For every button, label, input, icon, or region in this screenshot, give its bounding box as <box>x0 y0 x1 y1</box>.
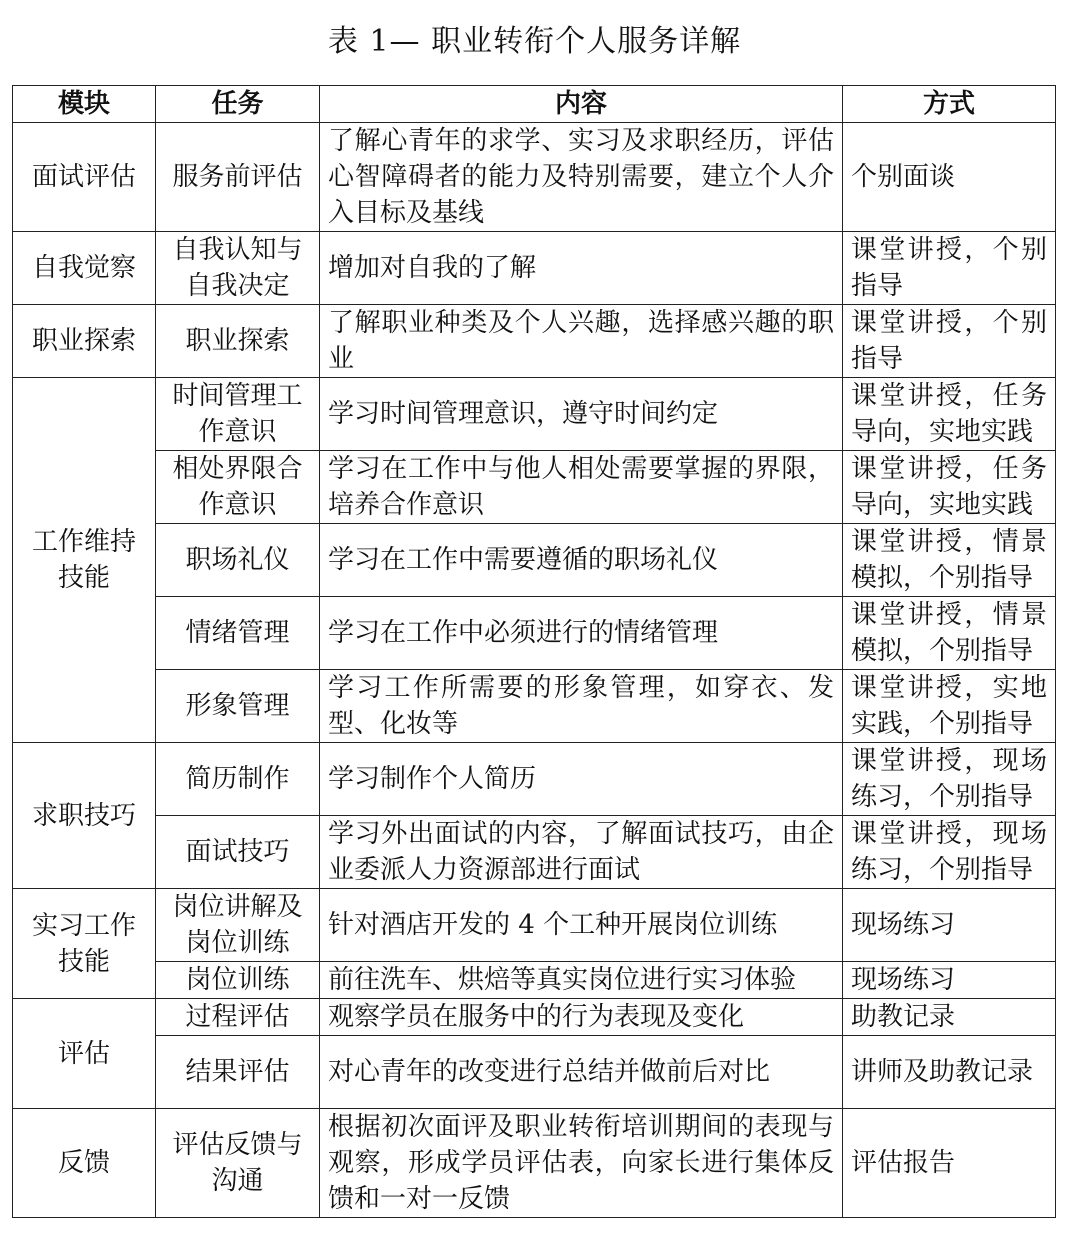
content-cell: 学习时间管理意识，遵守时间约定 <box>320 378 843 451</box>
content-cell: 学习在工作中与他人相处需要掌握的界限，培养合作意识 <box>320 451 843 524</box>
task-cell: 岗位讲解及岗位训练 <box>156 889 320 962</box>
table-row <box>13 999 1056 1036</box>
content-cell: 前往洗车、烘焙等真实岗位进行实习体验 <box>320 962 843 999</box>
content-cell: 学习工作所需要的形象管理，如穿衣、发型、化妆等 <box>320 670 843 743</box>
header-method: 方式 <box>843 86 1056 123</box>
task-cell: 情绪管理 <box>156 597 320 670</box>
content-cell: 学习制作个人简历 <box>320 743 843 816</box>
task-cell: 过程评估 <box>156 999 320 1036</box>
header-task: 任务 <box>156 86 320 123</box>
content-cell: 学习在工作中必须进行的情绪管理 <box>320 597 843 670</box>
method-cell: 个别面谈 <box>843 123 1056 232</box>
table-row <box>13 597 1056 670</box>
method-cell: 课堂讲授，现场练习，个别指导 <box>843 743 1056 816</box>
table-row <box>13 670 1056 743</box>
table-row <box>13 743 1056 816</box>
method-cell: 课堂讲授，个别指导 <box>843 232 1056 305</box>
method-cell: 现场练习 <box>843 889 1056 962</box>
module-cell: 实习工作技能 <box>13 889 156 999</box>
table-row <box>13 889 1056 962</box>
content-cell: 根据初次面评及职业转衔培训期间的表现与观察，形成学员评估表，向家长进行集体反馈和一对一反馈 <box>320 1109 843 1218</box>
task-cell: 形象管理 <box>156 670 320 743</box>
header-module: 模块 <box>13 86 156 123</box>
task-cell: 职场礼仪 <box>156 524 320 597</box>
task-cell: 服务前评估 <box>156 123 320 232</box>
content-cell: 观察学员在服务中的行为表现及变化 <box>320 999 843 1036</box>
table-row <box>13 305 1056 378</box>
table-row <box>13 232 1056 305</box>
table-row <box>13 962 1056 999</box>
method-cell: 课堂讲授，个别指导 <box>843 305 1056 378</box>
method-cell: 课堂讲授，实地实践，个别指导 <box>843 670 1056 743</box>
content-cell: 对心青年的改变进行总结并做前后对比 <box>320 1036 843 1109</box>
content-cell: 了解职业种类及个人兴趣，选择感兴趣的职业 <box>320 305 843 378</box>
table-row <box>13 451 1056 524</box>
module-cell: 求职技巧 <box>13 743 156 889</box>
module-cell: 职业探索 <box>13 305 156 378</box>
task-cell: 结果评估 <box>156 1036 320 1109</box>
content-cell: 了解心青年的求学、实习及求职经历，评估心智障碍者的能力及特别需要，建立个人介入目标及基线 <box>320 123 843 232</box>
module-cell: 评估 <box>13 999 156 1109</box>
task-cell: 岗位训练 <box>156 962 320 999</box>
table-title: 表 1— 职业转衔个人服务详解 <box>327 24 742 59</box>
method-cell: 讲师及助教记录 <box>843 1036 1056 1109</box>
method-cell: 助教记录 <box>843 999 1056 1036</box>
task-cell: 自我认知与自我决定 <box>156 232 320 305</box>
table-row <box>13 1036 1056 1109</box>
task-cell: 面试技巧 <box>156 816 320 889</box>
header-content: 内容 <box>320 86 843 123</box>
task-cell: 评估反馈与沟通 <box>156 1109 320 1218</box>
task-cell: 职业探索 <box>156 305 320 378</box>
content-cell: 学习外出面试的内容，了解面试技巧，由企业委派人力资源部进行面试 <box>320 816 843 889</box>
content-cell: 增加对自我的了解 <box>320 232 843 305</box>
table-row <box>13 816 1056 889</box>
module-cell: 面试评估 <box>13 123 156 232</box>
task-cell: 时间管理工作意识 <box>156 378 320 451</box>
content-cell: 学习在工作中需要遵循的职场礼仪 <box>320 524 843 597</box>
content-cell: 针对酒店开发的 4 个工种开展岗位训练 <box>320 889 843 962</box>
method-cell: 课堂讲授，任务导向，实地实践 <box>843 451 1056 524</box>
task-cell: 简历制作 <box>156 743 320 816</box>
table-row <box>13 378 1056 451</box>
task-cell: 相处界限合作意识 <box>156 451 320 524</box>
method-cell: 课堂讲授，任务导向，实地实践 <box>843 378 1056 451</box>
method-cell: 评估报告 <box>843 1109 1056 1218</box>
module-cell: 自我觉察 <box>13 232 156 305</box>
method-cell: 现场练习 <box>843 962 1056 999</box>
method-cell: 课堂讲授，情景模拟，个别指导 <box>843 524 1056 597</box>
table-row <box>13 123 1056 232</box>
module-cell: 工作维持技能 <box>13 378 156 743</box>
service-table <box>12 85 1056 1218</box>
method-cell: 课堂讲授，现场练习，个别指导 <box>843 816 1056 889</box>
method-cell: 课堂讲授，情景模拟，个别指导 <box>843 597 1056 670</box>
module-cell: 反馈 <box>13 1109 156 1218</box>
table-row <box>13 524 1056 597</box>
table-row <box>13 1109 1056 1218</box>
header-row <box>13 86 1056 123</box>
